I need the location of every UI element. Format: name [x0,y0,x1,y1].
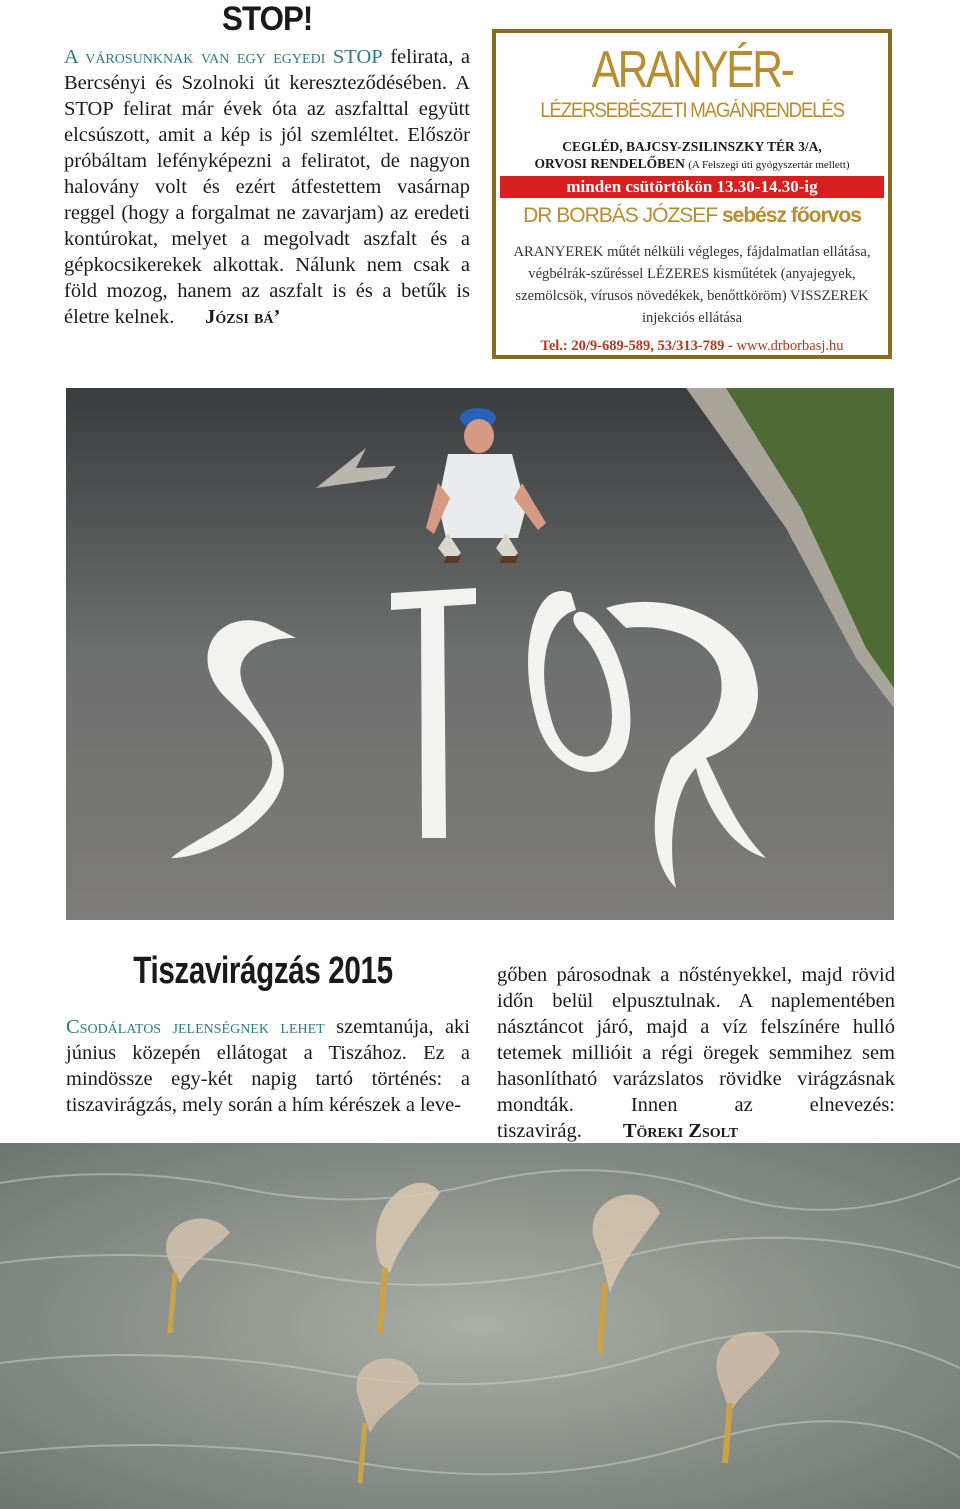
tisza-article-text2: gőben párosodnak a nőstényekkel, majd rövid időn belül elpusztulnak. A naplementében násztáncot járó, majd a víz felszínére hulló tetemek millióit a régi öregek semmihez sem hasonlítható varázslatos rövidke virágzásnak mondták. Innen az elnevezés: tiszavirág. [497,964,895,1142]
ad-subtitle: LÉZERSEBÉSZETI MAGÁNRENDELÉS [540,99,844,122]
stop-article-title: STOP! [222,0,313,38]
tisza-article-text1: szemtanúja, aki június közepén ellátogat a Tiszához. Ez a mindössze egy-két napig tartó történés: a tiszavirágzás, mely során a hím kérészek a leve- [66,1016,470,1116]
ad-doctor [496,204,888,228]
tisza-article-column2 [497,962,895,1144]
ad-website[interactable]: www.drborbasj.hu [736,338,844,354]
ad-address-line2 [496,156,888,172]
ad-office-hours: minden csütörtökön 13.30-14.30-ig [500,176,884,198]
tisza-article-title: Tiszavirágzás 2015 [133,950,393,992]
ad-contact [496,338,888,355]
ad-address-note: (A Felszegi úti gyógyszertár mellett) [688,159,850,171]
mayfly-photo [0,1143,960,1509]
ad-phone: Tel.: 20/9-689-589, 53/313-789 - [540,338,733,354]
water-surface [0,1143,960,1509]
clinic-advertisement [492,29,892,359]
stop-sign-photo [66,388,894,920]
tisza-article-column1 [66,1014,470,1118]
tisza-article-author: Töreki Zsolt [622,1120,739,1142]
stop-article-lead: A városunknak van egy egyedi STOP [64,46,383,68]
tisza-article-lead: Csodálatos jelenségnek lehet [66,1016,325,1038]
stop-article-author: Józsi bá’ [205,306,281,328]
ad-address-line1: CEGLÉD, BAJCSY-ZSILINSZKY TÉR 3/A, [562,139,822,154]
ad-doctor-name: DR BORBÁS JÓZSEF [523,204,718,227]
stop-article-body [64,44,470,330]
ad-address-place: ORVOSI RENDELŐBEN [534,156,685,171]
ad-services: ARANYEREK műtét nélküli végleges, fájdalmatlan ellátása, végbélrák-szűréssel LÉZERES kisműtétek (anyajegyek, szemölcsök, vírusos növedékek, benőttköröm) VISSZEREK injekciós ellátása [513,244,871,326]
stop-article-text: felirata, a Bercsényi és Szolnoki út kereszteződésében. A STOP felirat már évek óta az aszfalttal együtt elcsúszott, amit a kép is jól szemléltet. Először próbáltam lefényképezni a feliratot, de nagyon halovány volt és ezért átfestettem vasárnap reggel (hogy a forgalmat ne zavarjam) az eredeti kontúrokat, melyet a megolvadt aszfalt és a gépkocsikerekek alkottak. Nálunk nem csak a föld mozog, hanem az aszfalt is és a betűk is életre kelnek. [64,46,470,328]
face [464,419,494,453]
ad-title: ARANYÉR- [591,41,793,99]
ad-doctor-role: sebész főorvos [721,204,861,227]
shirt [438,454,526,538]
